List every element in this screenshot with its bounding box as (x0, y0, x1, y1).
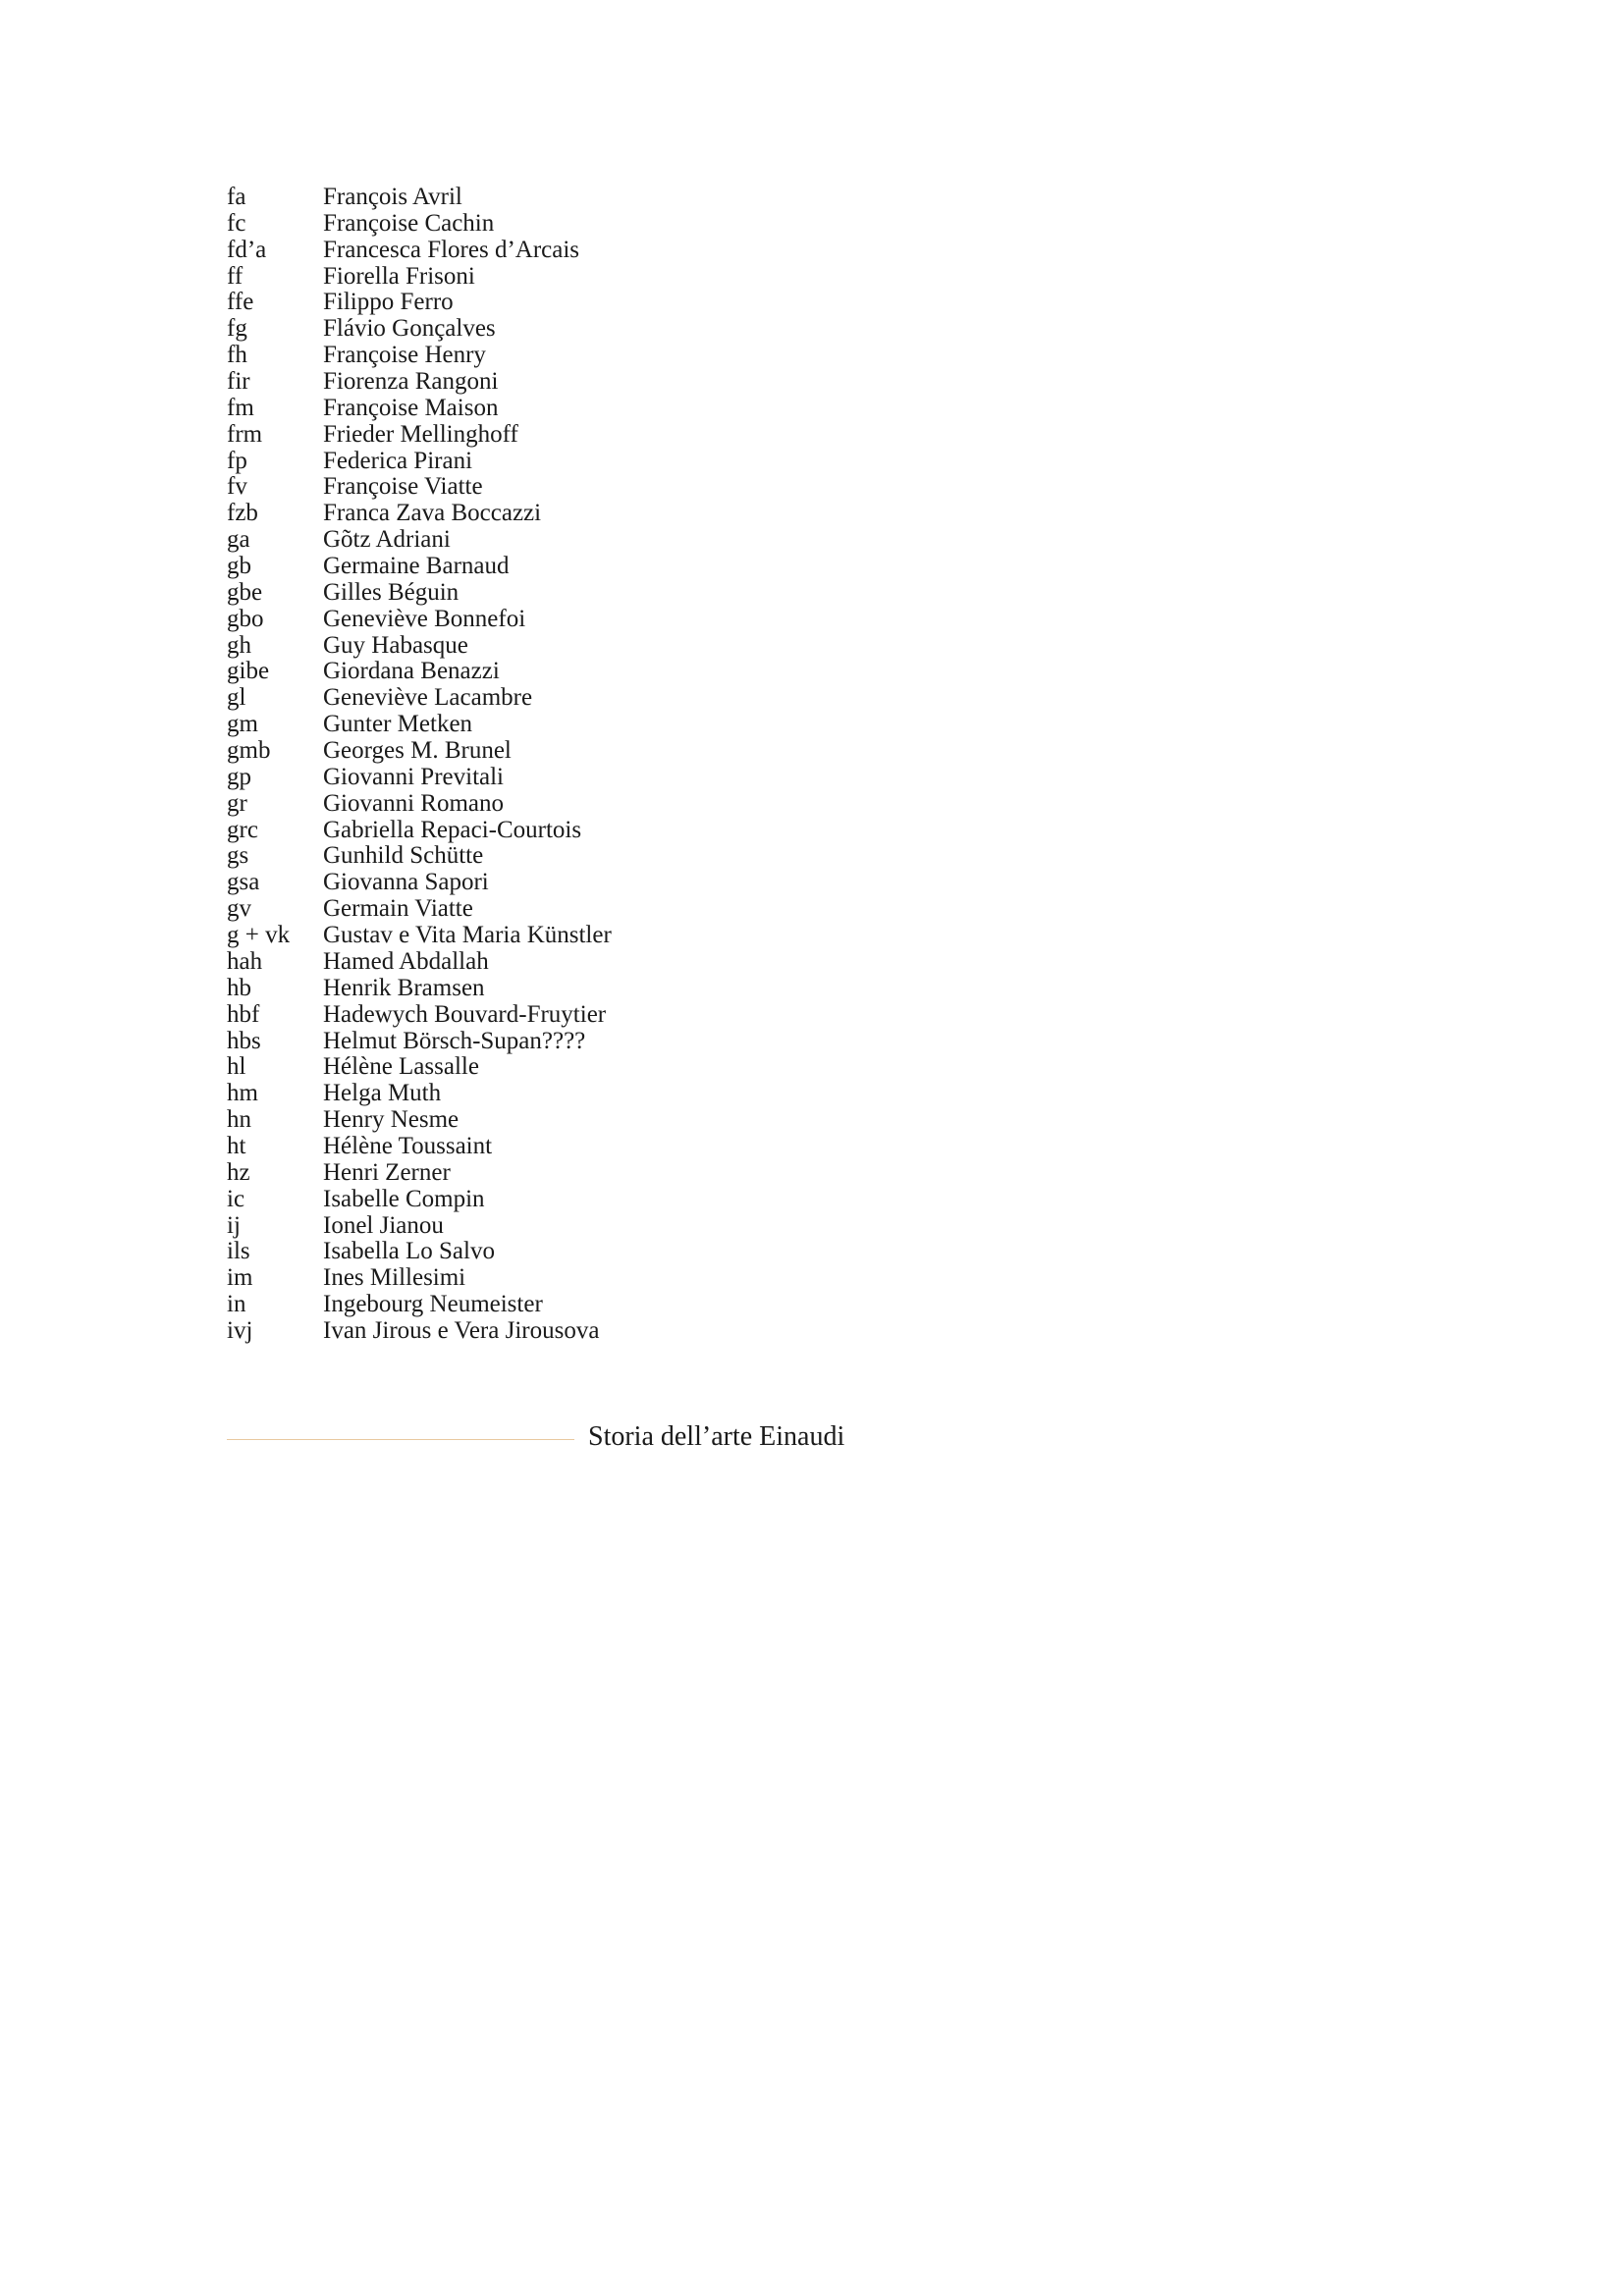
list-item (227, 607, 612, 633)
entry-name: Françoise Maison (323, 394, 499, 421)
author-abbreviation-list (227, 185, 612, 1345)
list-item (227, 765, 612, 791)
footer-publication-title: Storia dell’arte Einaudi (588, 1421, 845, 1452)
list-item (227, 501, 612, 527)
list-item (227, 818, 612, 844)
entry-abbreviation: fa (227, 184, 246, 210)
entry-abbreviation: g + vk (227, 922, 291, 949)
entry-abbreviation: fm (227, 394, 254, 421)
entry-name: Giovanna Sapori (323, 869, 489, 896)
entry-abbreviation: ht (227, 1132, 246, 1159)
list-item (227, 685, 612, 712)
entry-name: Gunhild Schütte (323, 842, 484, 870)
entry-name: Germain Viatte (323, 895, 473, 923)
entry-abbreviation: ga (227, 526, 250, 554)
list-item (227, 211, 612, 238)
entry-abbreviation: hm (227, 1080, 258, 1107)
entry-name: Hadewych Bouvard-Fruytier (323, 1000, 607, 1028)
entry-abbreviation: ic (227, 1185, 245, 1212)
entry-name: Ivan Jirous e Vera Jirousova (323, 1316, 600, 1344)
entry-name: François Avril (323, 184, 462, 210)
entry-name: Isabelle Compin (323, 1185, 485, 1212)
entry-name: Hélène Lassalle (323, 1053, 479, 1081)
entry-abbreviation: hb (227, 974, 251, 1001)
entry-abbreviation: gp (227, 763, 251, 790)
list-item (227, 1054, 612, 1081)
list-item (227, 633, 612, 660)
entry-name: Gilles Béguin (323, 578, 460, 606)
entry-abbreviation: gbe (227, 578, 263, 606)
list-item (227, 290, 612, 316)
list-item (227, 1318, 612, 1345)
list-item (227, 554, 612, 580)
list-item (227, 527, 612, 554)
entry-name: Henrik Bramsen (323, 974, 485, 1001)
list-item (227, 185, 612, 211)
list-item (227, 580, 612, 607)
entry-abbreviation: fv (227, 473, 247, 501)
entry-name: Germaine Barnaud (323, 553, 510, 580)
list-item (227, 422, 612, 449)
entry-name: Isabella Lo Salvo (323, 1238, 495, 1265)
entry-abbreviation: hn (227, 1106, 251, 1134)
entry-abbreviation: gmb (227, 737, 271, 765)
list-item (227, 1002, 612, 1029)
list-item (227, 1134, 612, 1160)
entry-abbreviation: fg (227, 315, 247, 343)
entry-abbreviation: ff (227, 262, 243, 290)
entry-abbreviation: hah (227, 947, 263, 975)
entry-abbreviation: gsa (227, 869, 260, 896)
entry-abbreviation: hbf (227, 1000, 260, 1028)
entry-name: Geneviève Lacambre (323, 684, 533, 712)
entry-name: Franca Zava Boccazzi (323, 500, 542, 527)
entry-abbreviation: fh (227, 342, 247, 369)
entry-name: Federica Pirani (323, 447, 473, 474)
entry-abbreviation: ij (227, 1211, 241, 1239)
footer-divider (227, 1439, 574, 1440)
list-item (227, 976, 612, 1002)
entry-abbreviation: hbs (227, 1027, 261, 1054)
entry-name: Françoise Cachin (323, 209, 495, 237)
entry-name: Helga Muth (323, 1080, 442, 1107)
entry-abbreviation: fp (227, 447, 247, 474)
entry-name: Flávio Gonçalves (323, 315, 496, 343)
entry-abbreviation: ffe (227, 289, 254, 316)
list-item (227, 1187, 612, 1213)
list-item (227, 791, 612, 818)
list-item (227, 343, 612, 369)
list-item (227, 1292, 612, 1318)
entry-name: Fiorella Frisoni (323, 262, 475, 290)
entry-name: Hamed Abdallah (323, 947, 489, 975)
entry-abbreviation: gb (227, 553, 251, 580)
list-item (227, 264, 612, 291)
entry-name: Henry Nesme (323, 1106, 460, 1134)
entry-abbreviation: gr (227, 789, 247, 817)
entry-name: Henri Zerner (323, 1158, 451, 1186)
list-item (227, 1081, 612, 1107)
entry-name: Ines Millesimi (323, 1264, 466, 1292)
entry-name: Fiorenza Rangoni (323, 368, 499, 396)
entry-name: Hélène Toussaint (323, 1132, 493, 1159)
entry-abbreviation: fc (227, 209, 246, 237)
entry-name: Gunter Metken (323, 711, 473, 738)
list-item (227, 870, 612, 896)
list-item (227, 316, 612, 343)
list-item (227, 369, 612, 396)
entry-abbreviation: fir (227, 368, 250, 396)
entry-abbreviation: frm (227, 420, 263, 448)
entry-abbreviation: fd’a (227, 236, 267, 263)
list-item (227, 923, 612, 949)
entry-name: Giordana Benazzi (323, 658, 500, 685)
entry-abbreviation: ils (227, 1238, 250, 1265)
entry-name: Giovanni Previtali (323, 763, 504, 790)
entry-abbreviation: gm (227, 711, 258, 738)
entry-abbreviation: gv (227, 895, 251, 923)
entry-abbreviation: gs (227, 842, 249, 870)
list-item (227, 949, 612, 976)
entry-name: Gõtz Adriani (323, 526, 451, 554)
entry-abbreviation: hz (227, 1158, 250, 1186)
list-item (227, 1213, 612, 1240)
entry-name: Gustav e Vita Maria Künstler (323, 922, 612, 949)
list-item (227, 1239, 612, 1265)
entry-abbreviation: fzb (227, 500, 258, 527)
entry-name: Filippo Ferro (323, 289, 454, 316)
entry-name: Ionel Jianou (323, 1211, 444, 1239)
list-item (227, 1107, 612, 1134)
entry-abbreviation: gl (227, 684, 246, 712)
list-item (227, 843, 612, 870)
list-item (227, 659, 612, 685)
entry-name: Helmut Börsch-Supan???? (323, 1027, 586, 1054)
list-item (227, 1265, 612, 1292)
entry-abbreviation: grc (227, 816, 258, 843)
entry-name: Ingebourg Neumeister (323, 1291, 543, 1318)
list-item (227, 474, 612, 501)
list-item (227, 712, 612, 738)
entry-abbreviation: ivj (227, 1316, 253, 1344)
entry-name: Francesca Flores d’Arcais (323, 236, 580, 263)
entry-name: Geneviève Bonnefoi (323, 605, 526, 632)
entry-abbreviation: im (227, 1264, 253, 1292)
list-item (227, 738, 612, 765)
list-item (227, 1160, 612, 1187)
list-item (227, 238, 612, 264)
list-item (227, 896, 612, 923)
list-item (227, 1029, 612, 1055)
entry-abbreviation: gh (227, 631, 251, 659)
entry-abbreviation: gibe (227, 658, 270, 685)
entry-name: Giovanni Romano (323, 789, 505, 817)
entry-name: Georges M. Brunel (323, 737, 512, 765)
entry-abbreviation: hl (227, 1053, 246, 1081)
entry-name: Frieder Mellinghoff (323, 420, 518, 448)
list-item (227, 396, 612, 422)
entry-name: Françoise Viatte (323, 473, 483, 501)
entry-name: Guy Habasque (323, 631, 468, 659)
entry-abbreviation: in (227, 1291, 246, 1318)
list-item (227, 449, 612, 475)
entry-abbreviation: gbo (227, 605, 264, 632)
entry-name: Gabriella Repaci-Courtois (323, 816, 582, 843)
entry-name: Françoise Henry (323, 342, 486, 369)
